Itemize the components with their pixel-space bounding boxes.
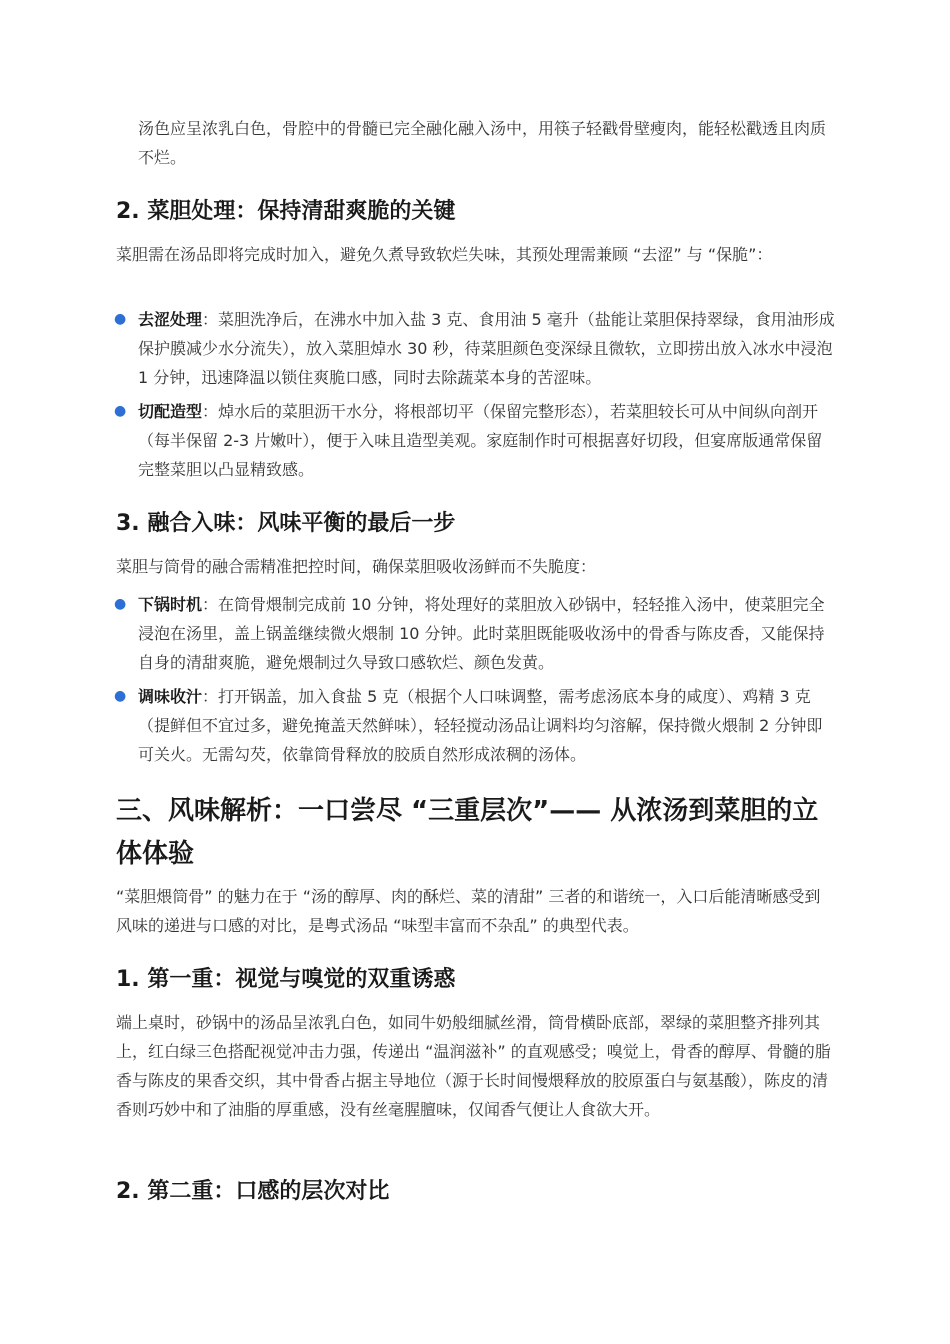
- part3-heading: 三、风味解析：一口尝尽 “三重层次”—— 从浓汤到菜胆的立体体验: [116, 796, 819, 869]
- list-item: [138, 590, 838, 677]
- item-text: ：焯水后的菜胆沥干水分，将根部切平（保留完整形态），若菜胆较长可从中间纵向剖开（每半保留 2-3 片嫩叶），便于入味且造型美观。家庭制作时可根据喜好切段，但宴席版通常保留完整菜胆以凸显精致感。: [138, 402, 823, 479]
- bullet-icon: ●: [114, 403, 127, 419]
- list-item: [138, 305, 838, 392]
- list-item: [138, 397, 838, 484]
- sub2-heading: 2. 第二重：口感的层次对比: [116, 1179, 390, 1204]
- bullet-icon: ●: [114, 596, 127, 612]
- section3-heading: 3. 融合入味：风味平衡的最后一步: [116, 511, 456, 536]
- item-text: ：打开锅盖，加入食盐 5 克（根据个人口味调整，需考虑汤底本身的咸度）、鸡精 3 克（提鲜但不宜过多，避免掩盖天然鲜味），轻轻搅动汤品让调料均匀溶解，保持微火煨制 2 分钟即可关火。无需勾芡，依靠筒骨释放的胶质自然形成浓稠的汤体。: [138, 687, 823, 764]
- part3-intro: “菜胆煨筒骨” 的魅力在于 “汤的醇厚、肉的酥烂、菜的清甜” 三者的和谐统一，入口后能清晰感受到风味的递进与口感的对比，是粤式汤品 “味型丰富而不杂乱” 的典型代表。: [116, 887, 821, 935]
- section2-heading: 2. 菜胆处理：保持清甜爽脆的关键: [116, 199, 456, 224]
- intro-continuation: 汤色应呈浓乳白色，骨腔中的骨髓已完全融化融入汤中，用筷子轻戳骨壁瘦肉，能轻松戳透且肉质不烂。: [138, 119, 827, 167]
- item-text: ：在筒骨煨制完成前 10 分钟，将处理好的菜胆放入砂锅中，轻轻推入汤中，使菜胆完全浸泡在汤里，盖上锅盖继续微火煨制 10 分钟。此时菜胆既能吸收汤中的骨香与陈皮香，又能保持自身的清甜爽脆，避免煨制过久导致口感软烂、颜色发黄。: [138, 595, 825, 672]
- bullet-icon: ●: [114, 311, 127, 327]
- section2-intro: 菜胆需在汤品即将完成时加入，避免久煮导致软烂失味，其预处理需兼顾 “去涩” 与 “保脆”：: [116, 245, 773, 264]
- sub1-heading: 1. 第一重：视觉与嗅觉的双重诱惑: [116, 967, 456, 992]
- item-label: 下锅时机: [138, 595, 203, 614]
- item-label: 切配造型: [138, 402, 203, 421]
- bullet-icon: ●: [114, 688, 127, 704]
- item-label: 去涩处理: [138, 310, 203, 329]
- list-item: [138, 682, 838, 769]
- sub1-text: 端上桌时，砂锅中的汤品呈浓乳白色，如同牛奶般细腻丝滑，筒骨横卧底部，翠绿的菜胆整齐排列其上，红白绿三色搭配视觉冲击力强，传递出 “温润滋补” 的直观感受；嗅觉上，骨香的醇厚、骨髓的脂香与陈皮的果香交织，其中骨香占据主导地位（源于长时间慢煨释放的胶原蛋白与氨基酸），陈皮的清香则巧妙中和了油脂的厚重感，没有丝毫腥膻味，仅闻香气便让人食欲大开。: [116, 1013, 831, 1119]
- section3-intro: 菜胆与筒骨的融合需精准把控时间，确保菜胆吸收汤鲜而不失脆度：: [116, 557, 597, 576]
- item-label: 调味收汁: [138, 687, 203, 706]
- item-text: ：菜胆洗净后，在沸水中加入盐 3 克、食用油 5 毫升（盐能让菜胆保持翠绿，食用油形成保护膜减少水分流失），放入菜胆焯水 30 秒，待菜胆颜色变深绿且微软，立即捞出放入冰水中浸泡 1 分钟，迅速降温以锁住爽脆口感，同时去除蔬菜本身的苦涩味。: [138, 310, 835, 387]
